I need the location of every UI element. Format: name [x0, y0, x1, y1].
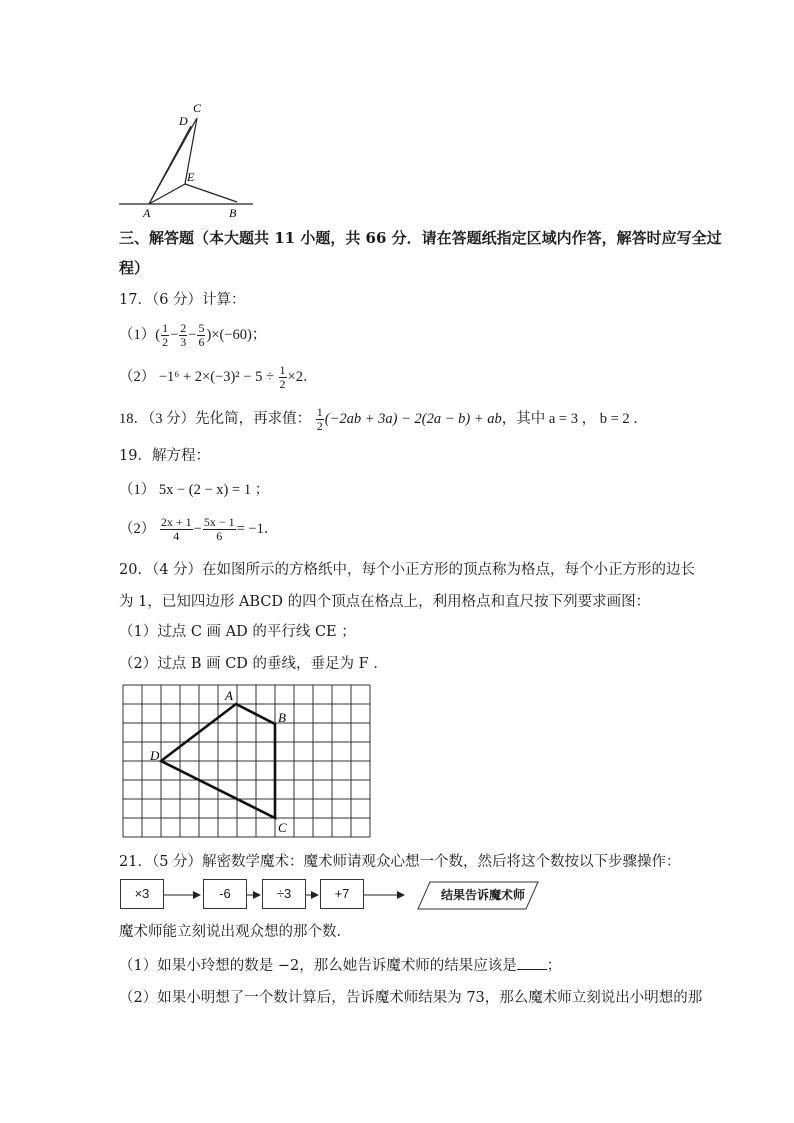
step-box-3: ÷3 — [262, 879, 306, 909]
answer-blank[interactable] — [517, 955, 547, 970]
q18-title: 18．（3 分）先化简，再求值： — [119, 410, 312, 427]
section-heading: 三、解答题（本大题共 11 小题，共 66 分．请在答题纸指定区域内作答，解答时应写全过 — [119, 229, 722, 247]
q21-part1-end: ； — [546, 958, 562, 974]
top-geometry-figure — [115, 98, 255, 218]
q17-part2-expr-a: −1⁶ + 2×(−3)² − 5 ÷ — [158, 368, 274, 385]
label-E: E — [187, 170, 195, 184]
q20-part2: （2）过点 B 画 CD 的垂线，垂足为 F ． — [119, 656, 388, 672]
step-box-2: -6 — [203, 879, 247, 909]
q19-part1: （1） 5x − (2 − x) = 1 ； — [119, 482, 270, 498]
label-B: B — [229, 206, 237, 218]
q19-part2-label: （2） — [119, 520, 156, 537]
q17-title: 17．（6 分）计算： — [119, 292, 246, 308]
grid-label-B: B — [278, 710, 286, 725]
step-box-4: +7 — [320, 879, 364, 909]
q18-expr-a: (−2ab + 3a) − 2(2a − b) + ab — [324, 410, 502, 427]
q21-part1-text: （1）如果小玲想的数是 −2，那么她告诉魔术师的结果应该是 — [119, 958, 517, 974]
q17-part1: （1）( $\frac{1}{2}$ − $\frac{2}{3}$ − $\frac{5}{6}$ )×(−60)； — [119, 321, 267, 349]
q21-part2: （2）如果小明想了一个数计算后，告诉魔术师结果为 73，那么魔术师立刻说出小明想的那 — [119, 990, 703, 1006]
grid-label-C: C — [278, 820, 287, 835]
q19-part2: （2） $\frac{2x + 1}{4}$ − $\frac{5x - 1}{6}$ = −1． — [119, 515, 279, 543]
q20-part1: （1）过点 C 画 AD 的平行线 CE ； — [119, 624, 356, 640]
q21-part1 — [119, 955, 561, 976]
q20-line1: 20．（4 分）在如图所示的方格纸中，每个小正方形的顶点称为格点，每个小正方形的边长 — [119, 562, 696, 578]
q19-part2-tail: = −1． — [236, 520, 279, 537]
q21-line1: 21．（5 分）解密数学魔术：魔术师请观众心想一个数，然后将这个数按以下步骤操作： — [119, 854, 681, 870]
section-heading-cont: 程） — [119, 259, 150, 277]
q18-expr-b: ，其中 a = 3 ， b = 2 ． — [501, 410, 648, 427]
q20-line2: 为 1，已知四边形 ABCD 的四个顶点在格点上，利用格点和直尺按下列要求画图： — [119, 594, 651, 610]
label-C: C — [193, 101, 202, 115]
q18: 18．（3 分）先化简，再求值： $\frac{1}{2}$ (−2ab + 3a) − 2(2a − b) + ab，其中 a = 3 ， b = 2 ． — [119, 405, 648, 433]
result-box: 结果告诉魔术师 — [440, 888, 525, 902]
q17-part2-expr-b: ×2． — [287, 368, 318, 385]
q17-part2: （2） −1⁶ + 2×(−3)² − 5 ÷ $\frac{1}{2}$ ×2． — [119, 363, 318, 391]
step-box-1: ×3 — [120, 879, 164, 909]
grid-figure — [118, 682, 380, 842]
label-D: D — [179, 114, 188, 128]
q21-line2: 魔术师能立刻说出观众想的那个数． — [119, 924, 351, 940]
grid-label-A: A — [225, 688, 233, 703]
q17-part2-label: （2） — [119, 368, 156, 385]
label-A: A — [143, 206, 151, 218]
q17-part1-tail: ×(−60)； — [211, 326, 267, 343]
q17-part1-label: （1） — [119, 326, 156, 343]
grid-label-D: D — [150, 748, 160, 763]
q19-title: 19．解方程： — [119, 448, 210, 464]
